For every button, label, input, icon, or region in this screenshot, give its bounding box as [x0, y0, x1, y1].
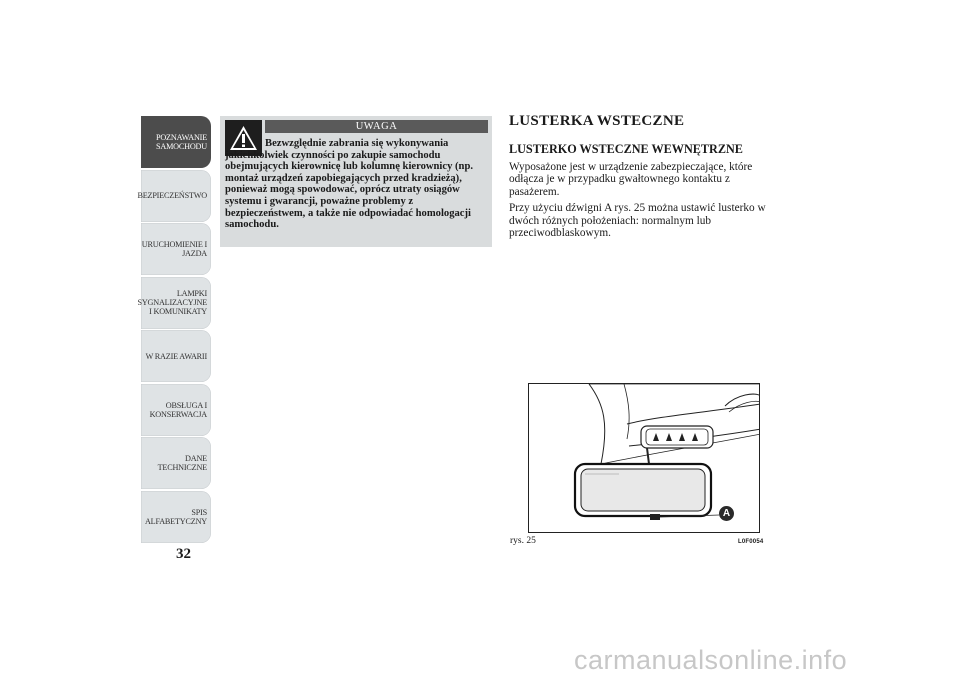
paragraph-2: Przy użyciu dźwigni A rys. 25 można ustawić lusterko w dwóch różnych położeniach: normalnym lub przeciwodblaskowym. — [509, 202, 766, 240]
warning-text: Bezwzględnie zabrania się wykonywania jakichkolwiek czynności po zakupie samochodu obejmujących kierownicę lub kolumnę kierownicy (np. montaż urządzeń zapobiegających przed kradzieżą), ponieważ mogą spowodować, oprócz utraty osiągów systemu i gwarancji, poważne problemy z bezpieczeństwem, a także nie odpowiadać homologacji samochodu. — [225, 138, 473, 231]
tab-lampki-sygnalizacyjne[interactable]: LAMPKI SYGNALIZACYJNE I KOMUNIKATY — [141, 277, 211, 329]
page-number: 32 — [176, 546, 191, 562]
tab-poznawanie-samochodu[interactable]: POZNAWANIE SAMOCHODU — [141, 116, 211, 168]
figure-code: L0F0054 — [738, 539, 764, 545]
figure-caption: rys. 25 — [510, 536, 536, 546]
section-subtitle: LUSTERKO WSTECZNE WEWNĘTRZNE — [509, 142, 743, 156]
mirror-illustration — [528, 383, 760, 533]
paragraph-1: Wyposażone jest w urządzenie zabezpieczające, które odłącza je w przypadku gwałtownego kontaktu z pasażerem. — [509, 161, 753, 198]
warning-box — [220, 116, 492, 247]
callout-a: A — [719, 506, 734, 521]
section-content — [509, 112, 781, 243]
chapter-tabs — [137, 116, 211, 544]
tab-dane-techniczne[interactable]: DANE TECHNICZNE — [141, 437, 211, 489]
watermark: carmanualsonline.info — [574, 645, 848, 675]
tab-bezpieczenstwo[interactable]: BEZPIECZEŃSTWO — [141, 170, 211, 222]
section-title: LUSTERKA WSTECZNE — [509, 113, 685, 129]
warning-title: UWAGA — [265, 120, 488, 133]
tab-obsluga-i-konserwacja[interactable]: OBSŁUGA I KONSERWACJA — [141, 384, 211, 436]
tab-w-razie-awarii[interactable]: W RAZIE AWARII — [141, 330, 211, 382]
tab-uruchomienie-i-jazda[interactable]: URUCHOMIENIE I JAZDA — [141, 223, 211, 275]
tab-spis-alfabetyczny[interactable]: SPIS ALFABETYCZNY — [141, 491, 211, 543]
